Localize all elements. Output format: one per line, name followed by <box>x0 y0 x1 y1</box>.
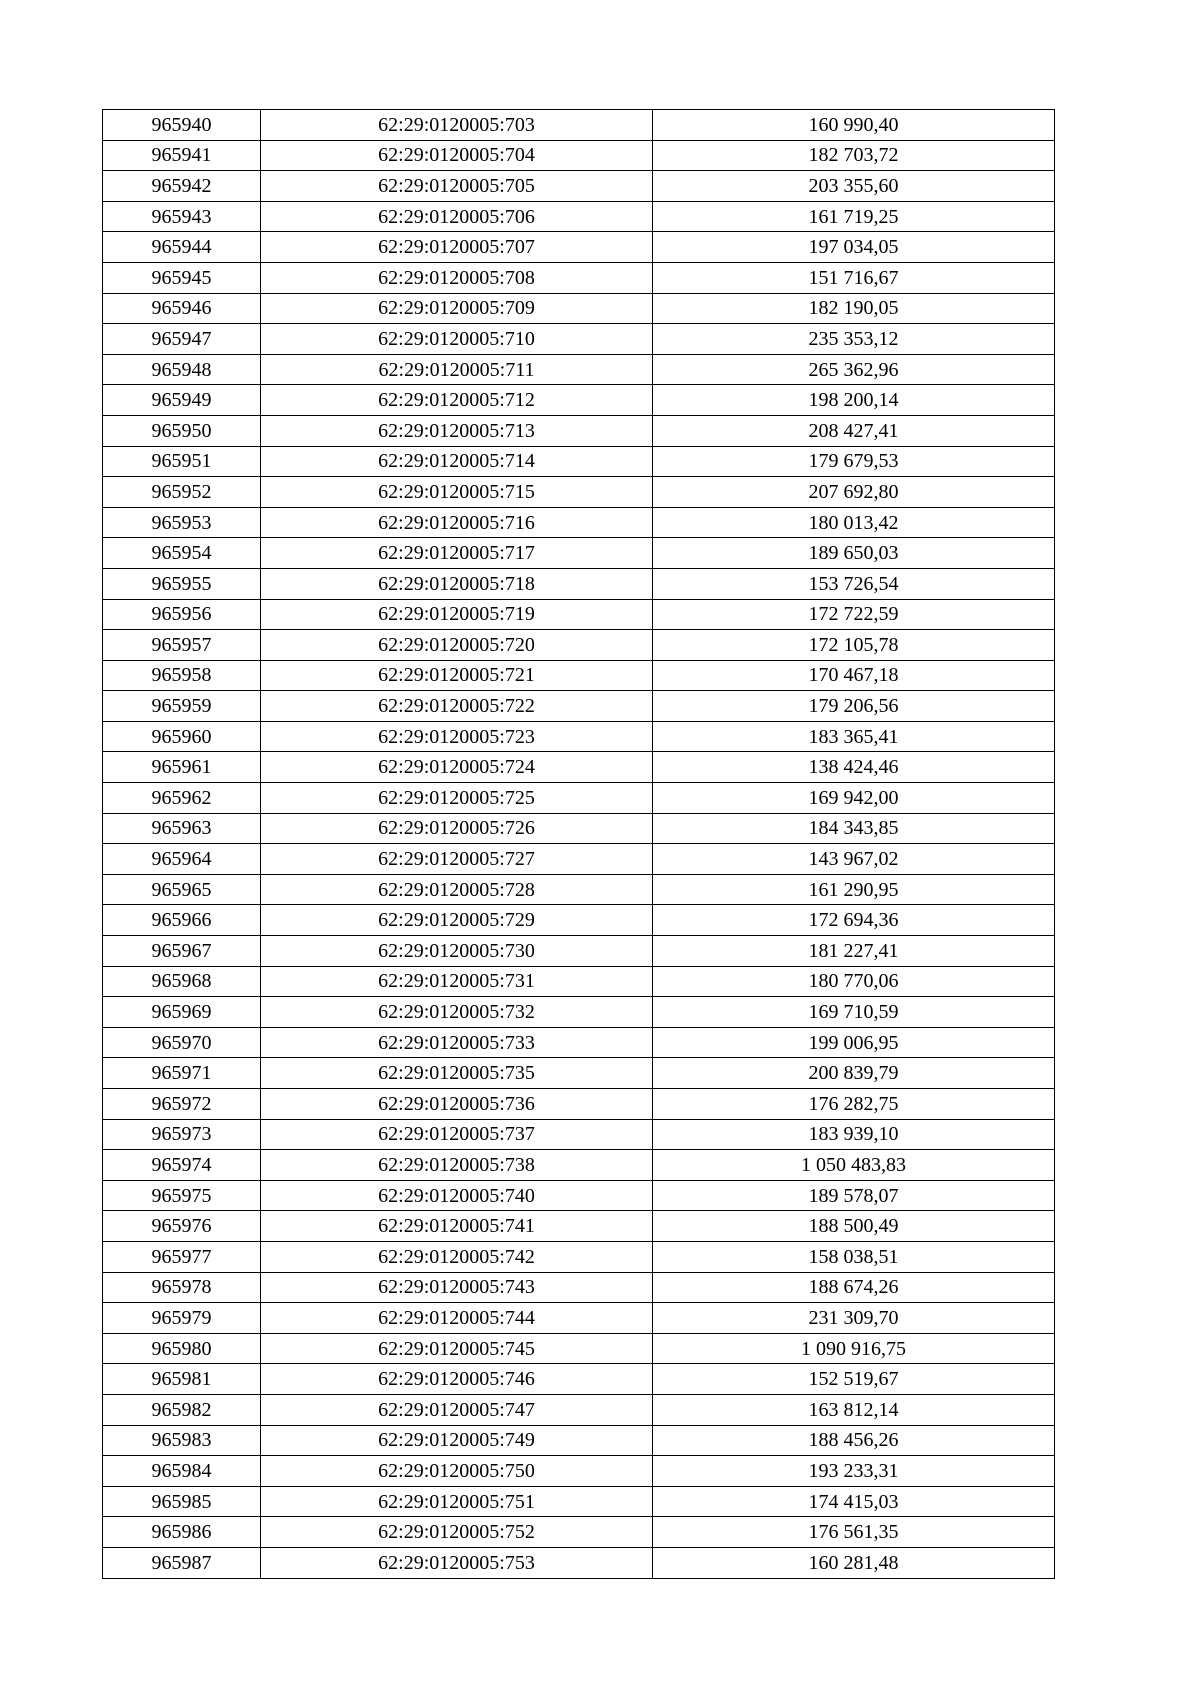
row-number-cell: 965978 <box>103 1272 261 1303</box>
row-number-cell: 965981 <box>103 1364 261 1395</box>
cadastral-value-cell: 235 353,12 <box>653 324 1055 355</box>
cadastral-value-cell: 188 500,49 <box>653 1211 1055 1242</box>
table-row <box>103 110 1055 141</box>
table-body <box>103 110 1055 1579</box>
cadastral-value-cell: 188 674,26 <box>653 1272 1055 1303</box>
cadastral-number-cell: 62:29:0120005:724 <box>261 752 653 783</box>
table-row <box>103 599 1055 630</box>
table-row <box>103 385 1055 416</box>
cadastral-number-cell: 62:29:0120005:753 <box>261 1547 653 1578</box>
row-number-cell: 965980 <box>103 1333 261 1364</box>
cadastral-number-cell: 62:29:0120005:735 <box>261 1058 653 1089</box>
table-row <box>103 1486 1055 1517</box>
row-number-cell: 965983 <box>103 1425 261 1456</box>
cadastral-number-cell: 62:29:0120005:743 <box>261 1272 653 1303</box>
row-number-cell: 965959 <box>103 691 261 722</box>
table-row <box>103 813 1055 844</box>
row-number-cell: 965986 <box>103 1517 261 1548</box>
cadastral-number-cell: 62:29:0120005:742 <box>261 1241 653 1272</box>
row-number-cell: 965955 <box>103 568 261 599</box>
cadastral-number-cell: 62:29:0120005:738 <box>261 1150 653 1181</box>
table-row <box>103 1394 1055 1425</box>
cadastral-value-cell: 170 467,18 <box>653 660 1055 691</box>
row-number-cell: 965968 <box>103 966 261 997</box>
cadastral-number-cell: 62:29:0120005:704 <box>261 140 653 171</box>
table-row <box>103 936 1055 967</box>
cadastral-value-cell: 138 424,46 <box>653 752 1055 783</box>
cadastral-value-cell: 160 281,48 <box>653 1547 1055 1578</box>
cadastral-value-cell: 183 365,41 <box>653 721 1055 752</box>
table-row <box>103 1241 1055 1272</box>
table-row <box>103 568 1055 599</box>
cadastral-value-cell: 231 309,70 <box>653 1303 1055 1334</box>
cadastral-value-cell: 1 050 483,83 <box>653 1150 1055 1181</box>
cadastral-value-cell: 203 355,60 <box>653 171 1055 202</box>
row-number-cell: 965976 <box>103 1211 261 1242</box>
row-number-cell: 965944 <box>103 232 261 263</box>
row-number-cell: 965956 <box>103 599 261 630</box>
cadastral-value-cell: 172 105,78 <box>653 630 1055 661</box>
row-number-cell: 965953 <box>103 507 261 538</box>
table-row <box>103 232 1055 263</box>
cadastral-number-cell: 62:29:0120005:723 <box>261 721 653 752</box>
cadastral-value-cell: 176 282,75 <box>653 1089 1055 1120</box>
table-row <box>103 752 1055 783</box>
table-row <box>103 293 1055 324</box>
row-number-cell: 965964 <box>103 844 261 875</box>
cadastral-value-cell: 153 726,54 <box>653 568 1055 599</box>
cadastral-value-cell: 188 456,26 <box>653 1425 1055 1456</box>
table-row <box>103 1089 1055 1120</box>
table-row <box>103 660 1055 691</box>
cadastral-number-cell: 62:29:0120005:707 <box>261 232 653 263</box>
table-row <box>103 324 1055 355</box>
row-number-cell: 965970 <box>103 1027 261 1058</box>
cadastral-number-cell: 62:29:0120005:705 <box>261 171 653 202</box>
cadastral-value-cell: 169 942,00 <box>653 783 1055 814</box>
cadastral-value-cell: 163 812,14 <box>653 1394 1055 1425</box>
cadastral-value-cell: 169 710,59 <box>653 997 1055 1028</box>
cadastral-number-cell: 62:29:0120005:715 <box>261 477 653 508</box>
row-number-cell: 965952 <box>103 477 261 508</box>
cadastral-number-cell: 62:29:0120005:747 <box>261 1394 653 1425</box>
cadastral-value-cell: 161 719,25 <box>653 201 1055 232</box>
cadastral-value-cell: 161 290,95 <box>653 874 1055 905</box>
cadastral-number-cell: 62:29:0120005:725 <box>261 783 653 814</box>
row-number-cell: 965947 <box>103 324 261 355</box>
cadastral-number-cell: 62:29:0120005:709 <box>261 293 653 324</box>
row-number-cell: 965940 <box>103 110 261 141</box>
table-row <box>103 721 1055 752</box>
row-number-cell: 965965 <box>103 874 261 905</box>
row-number-cell: 965974 <box>103 1150 261 1181</box>
table-row <box>103 691 1055 722</box>
cadastral-number-cell: 62:29:0120005:749 <box>261 1425 653 1456</box>
table-row <box>103 630 1055 661</box>
cadastral-number-cell: 62:29:0120005:733 <box>261 1027 653 1058</box>
row-number-cell: 965969 <box>103 997 261 1028</box>
row-number-cell: 965950 <box>103 415 261 446</box>
cadastral-value-cell: 160 990,40 <box>653 110 1055 141</box>
table-row <box>103 171 1055 202</box>
table-row <box>103 1119 1055 1150</box>
cadastral-number-cell: 62:29:0120005:729 <box>261 905 653 936</box>
cadastral-number-cell: 62:29:0120005:706 <box>261 201 653 232</box>
row-number-cell: 965960 <box>103 721 261 752</box>
cadastral-value-cell: 182 190,05 <box>653 293 1055 324</box>
table-row <box>103 1517 1055 1548</box>
table-row <box>103 354 1055 385</box>
cadastral-number-cell: 62:29:0120005:750 <box>261 1456 653 1487</box>
cadastral-value-cell: 174 415,03 <box>653 1486 1055 1517</box>
cadastral-value-cell: 208 427,41 <box>653 415 1055 446</box>
cadastral-number-cell: 62:29:0120005:719 <box>261 599 653 630</box>
row-number-cell: 965954 <box>103 538 261 569</box>
row-number-cell: 965962 <box>103 783 261 814</box>
cadastral-number-cell: 62:29:0120005:744 <box>261 1303 653 1334</box>
cadastral-number-cell: 62:29:0120005:714 <box>261 446 653 477</box>
cadastral-value-cell: 193 233,31 <box>653 1456 1055 1487</box>
table-row <box>103 538 1055 569</box>
cadastral-value-cell: 183 939,10 <box>653 1119 1055 1150</box>
cadastral-number-cell: 62:29:0120005:716 <box>261 507 653 538</box>
table-row <box>103 966 1055 997</box>
table-row <box>103 1333 1055 1364</box>
cadastral-number-cell: 62:29:0120005:732 <box>261 997 653 1028</box>
table-row <box>103 1211 1055 1242</box>
cadastral-number-cell: 62:29:0120005:736 <box>261 1089 653 1120</box>
row-number-cell: 965942 <box>103 171 261 202</box>
table-row <box>103 201 1055 232</box>
cadastral-value-cell: 151 716,67 <box>653 262 1055 293</box>
table-row <box>103 1456 1055 1487</box>
cadastral-number-cell: 62:29:0120005:745 <box>261 1333 653 1364</box>
cadastral-number-cell: 62:29:0120005:722 <box>261 691 653 722</box>
row-number-cell: 965961 <box>103 752 261 783</box>
row-number-cell: 965973 <box>103 1119 261 1150</box>
row-number-cell: 965979 <box>103 1303 261 1334</box>
cadastral-number-cell: 62:29:0120005:718 <box>261 568 653 599</box>
cadastral-number-cell: 62:29:0120005:721 <box>261 660 653 691</box>
cadastral-number-cell: 62:29:0120005:740 <box>261 1180 653 1211</box>
table-row <box>103 1150 1055 1181</box>
table-row <box>103 905 1055 936</box>
cadastral-value-cell: 265 362,96 <box>653 354 1055 385</box>
cadastral-number-cell: 62:29:0120005:728 <box>261 874 653 905</box>
row-number-cell: 965958 <box>103 660 261 691</box>
row-number-cell: 965975 <box>103 1180 261 1211</box>
cadastral-number-cell: 62:29:0120005:717 <box>261 538 653 569</box>
row-number-cell: 965949 <box>103 385 261 416</box>
cadastral-value-cell: 184 343,85 <box>653 813 1055 844</box>
cadastral-value-cell: 172 694,36 <box>653 905 1055 936</box>
row-number-cell: 965971 <box>103 1058 261 1089</box>
row-number-cell: 965946 <box>103 293 261 324</box>
table-row <box>103 1425 1055 1456</box>
cadastral-value-cell: 199 006,95 <box>653 1027 1055 1058</box>
cadastral-value-cell: 180 013,42 <box>653 507 1055 538</box>
cadastral-value-table <box>102 109 1055 1579</box>
row-number-cell: 965948 <box>103 354 261 385</box>
row-number-cell: 965977 <box>103 1241 261 1272</box>
cadastral-number-cell: 62:29:0120005:726 <box>261 813 653 844</box>
cadastral-number-cell: 62:29:0120005:737 <box>261 1119 653 1150</box>
row-number-cell: 965972 <box>103 1089 261 1120</box>
row-number-cell: 965985 <box>103 1486 261 1517</box>
cadastral-value-cell: 172 722,59 <box>653 599 1055 630</box>
cadastral-value-cell: 189 578,07 <box>653 1180 1055 1211</box>
cadastral-number-cell: 62:29:0120005:703 <box>261 110 653 141</box>
cadastral-value-cell: 176 561,35 <box>653 1517 1055 1548</box>
cadastral-value-cell: 179 206,56 <box>653 691 1055 722</box>
table-row <box>103 874 1055 905</box>
table-row <box>103 507 1055 538</box>
table-row <box>103 262 1055 293</box>
cadastral-number-cell: 62:29:0120005:713 <box>261 415 653 446</box>
cadastral-value-cell: 189 650,03 <box>653 538 1055 569</box>
row-number-cell: 965951 <box>103 446 261 477</box>
table-row <box>103 1058 1055 1089</box>
table-row <box>103 415 1055 446</box>
table-row <box>103 1027 1055 1058</box>
cadastral-value-cell: 180 770,06 <box>653 966 1055 997</box>
table-row <box>103 1303 1055 1334</box>
table-row <box>103 783 1055 814</box>
cadastral-value-cell: 1 090 916,75 <box>653 1333 1055 1364</box>
row-number-cell: 965963 <box>103 813 261 844</box>
row-number-cell: 965982 <box>103 1394 261 1425</box>
cadastral-value-cell: 158 038,51 <box>653 1241 1055 1272</box>
cadastral-value-cell: 152 519,67 <box>653 1364 1055 1395</box>
row-number-cell: 965941 <box>103 140 261 171</box>
cadastral-number-cell: 62:29:0120005:712 <box>261 385 653 416</box>
table-row <box>103 997 1055 1028</box>
table-row <box>103 1272 1055 1303</box>
cadastral-number-cell: 62:29:0120005:751 <box>261 1486 653 1517</box>
cadastral-value-cell: 207 692,80 <box>653 477 1055 508</box>
cadastral-value-cell: 182 703,72 <box>653 140 1055 171</box>
cadastral-number-cell: 62:29:0120005:708 <box>261 262 653 293</box>
cadastral-number-cell: 62:29:0120005:746 <box>261 1364 653 1395</box>
table-row <box>103 140 1055 171</box>
table-row <box>103 1364 1055 1395</box>
cadastral-value-cell: 179 679,53 <box>653 446 1055 477</box>
cadastral-value-cell: 143 967,02 <box>653 844 1055 875</box>
cadastral-value-cell: 198 200,14 <box>653 385 1055 416</box>
cadastral-value-cell: 200 839,79 <box>653 1058 1055 1089</box>
table-row <box>103 844 1055 875</box>
cadastral-number-cell: 62:29:0120005:730 <box>261 936 653 967</box>
row-number-cell: 965967 <box>103 936 261 967</box>
cadastral-number-cell: 62:29:0120005:720 <box>261 630 653 661</box>
cadastral-value-cell: 197 034,05 <box>653 232 1055 263</box>
row-number-cell: 965945 <box>103 262 261 293</box>
cadastral-number-cell: 62:29:0120005:731 <box>261 966 653 997</box>
row-number-cell: 965943 <box>103 201 261 232</box>
cadastral-number-cell: 62:29:0120005:710 <box>261 324 653 355</box>
table-row <box>103 1180 1055 1211</box>
table-row <box>103 477 1055 508</box>
row-number-cell: 965957 <box>103 630 261 661</box>
table-row <box>103 446 1055 477</box>
table-row <box>103 1547 1055 1578</box>
cadastral-value-cell: 181 227,41 <box>653 936 1055 967</box>
row-number-cell: 965966 <box>103 905 261 936</box>
cadastral-number-cell: 62:29:0120005:752 <box>261 1517 653 1548</box>
cadastral-number-cell: 62:29:0120005:741 <box>261 1211 653 1242</box>
cadastral-number-cell: 62:29:0120005:727 <box>261 844 653 875</box>
cadastral-number-cell: 62:29:0120005:711 <box>261 354 653 385</box>
row-number-cell: 965987 <box>103 1547 261 1578</box>
row-number-cell: 965984 <box>103 1456 261 1487</box>
